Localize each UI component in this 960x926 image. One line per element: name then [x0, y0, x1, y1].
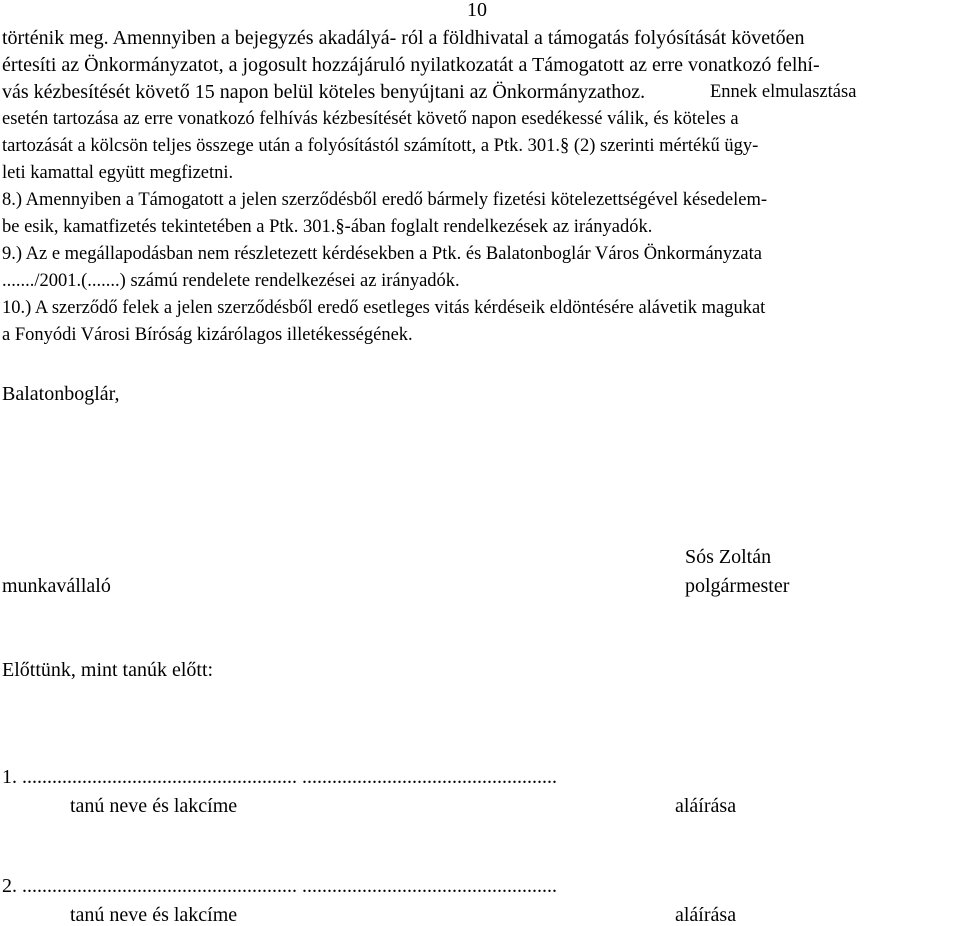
body-line-10: ......./2001.(.......) számú rendelete rendelkezései az irányadók. [2, 271, 460, 291]
witness-1-sign-label: aláírása [675, 795, 737, 817]
witness-2-name-label: tanú neve és lakcíme [70, 904, 238, 926]
body-line-1: történik meg. Amennyiben a bejegyzés akadályá- ról a földhivatal a támogatás folyósítását követően [2, 27, 805, 49]
body-line-3b: Ennek elmulasztása [710, 82, 857, 102]
body-line-2: értesíti az Önkormányzatot, a jogosult hozzájáruló nyilatkozatát a Támogatott az erre vonatkozó felhí- [2, 54, 820, 76]
body-line-11: 10.) A szerződő felek a jelen szerződésből eredő esetleges vitás kérdéseik eldöntésére alávetik magukat [2, 298, 766, 318]
body-line-4: esetén tartozása az erre vonatkozó felhívás kézbesítését követő napon esedékessé válik, és köteles a [2, 109, 739, 129]
body-line-9: 9.) Az e megállapodásban nem részletezett kérdésekben a Ptk. és Balatonboglár Város Önkormányzata [2, 244, 762, 264]
body-line-8: be esik, kamatfizetés tekintetében a Ptk. 301.§-ában foglalt rendelkezések az irányadók. [2, 217, 653, 237]
witness-1-line: 1. ....................................................... ................................................... [2, 766, 557, 788]
witness-2-line: 2. ....................................................... ................................................... [2, 875, 557, 897]
body-line-5: tartozását a kölcsön teljes összege után a folyósítástól számított, a Ptk. 301.§ (2) szerinti mértékű ügy- [2, 136, 759, 156]
page-number: 10 [467, 0, 487, 21]
signer-name: Sós Zoltán [685, 546, 772, 568]
place-label: Balatonboglár, [2, 383, 120, 405]
body-line-6: leti kamattal együtt megfizetni. [2, 163, 234, 183]
right-signer-role: polgármester [685, 575, 790, 597]
witness-intro: Előttünk, mint tanúk előtt: [2, 659, 214, 681]
body-line-3: vás kézbesítését követő 15 napon belül köteles benyújtani az Önkormányzathoz. [2, 81, 646, 103]
witness-2-sign-label: aláírása [675, 904, 737, 926]
witness-1-name-label: tanú neve és lakcíme [70, 795, 238, 817]
left-signer-role: munkavállaló [2, 575, 111, 597]
body-line-7: 8.) Amennyiben a Támogatott a jelen szerződésből eredő bármely fizetési kötelezettségével késedelem- [2, 190, 768, 210]
body-line-12: a Fonyódi Városi Bíróság kizárólagos illetékességének. [2, 325, 413, 345]
